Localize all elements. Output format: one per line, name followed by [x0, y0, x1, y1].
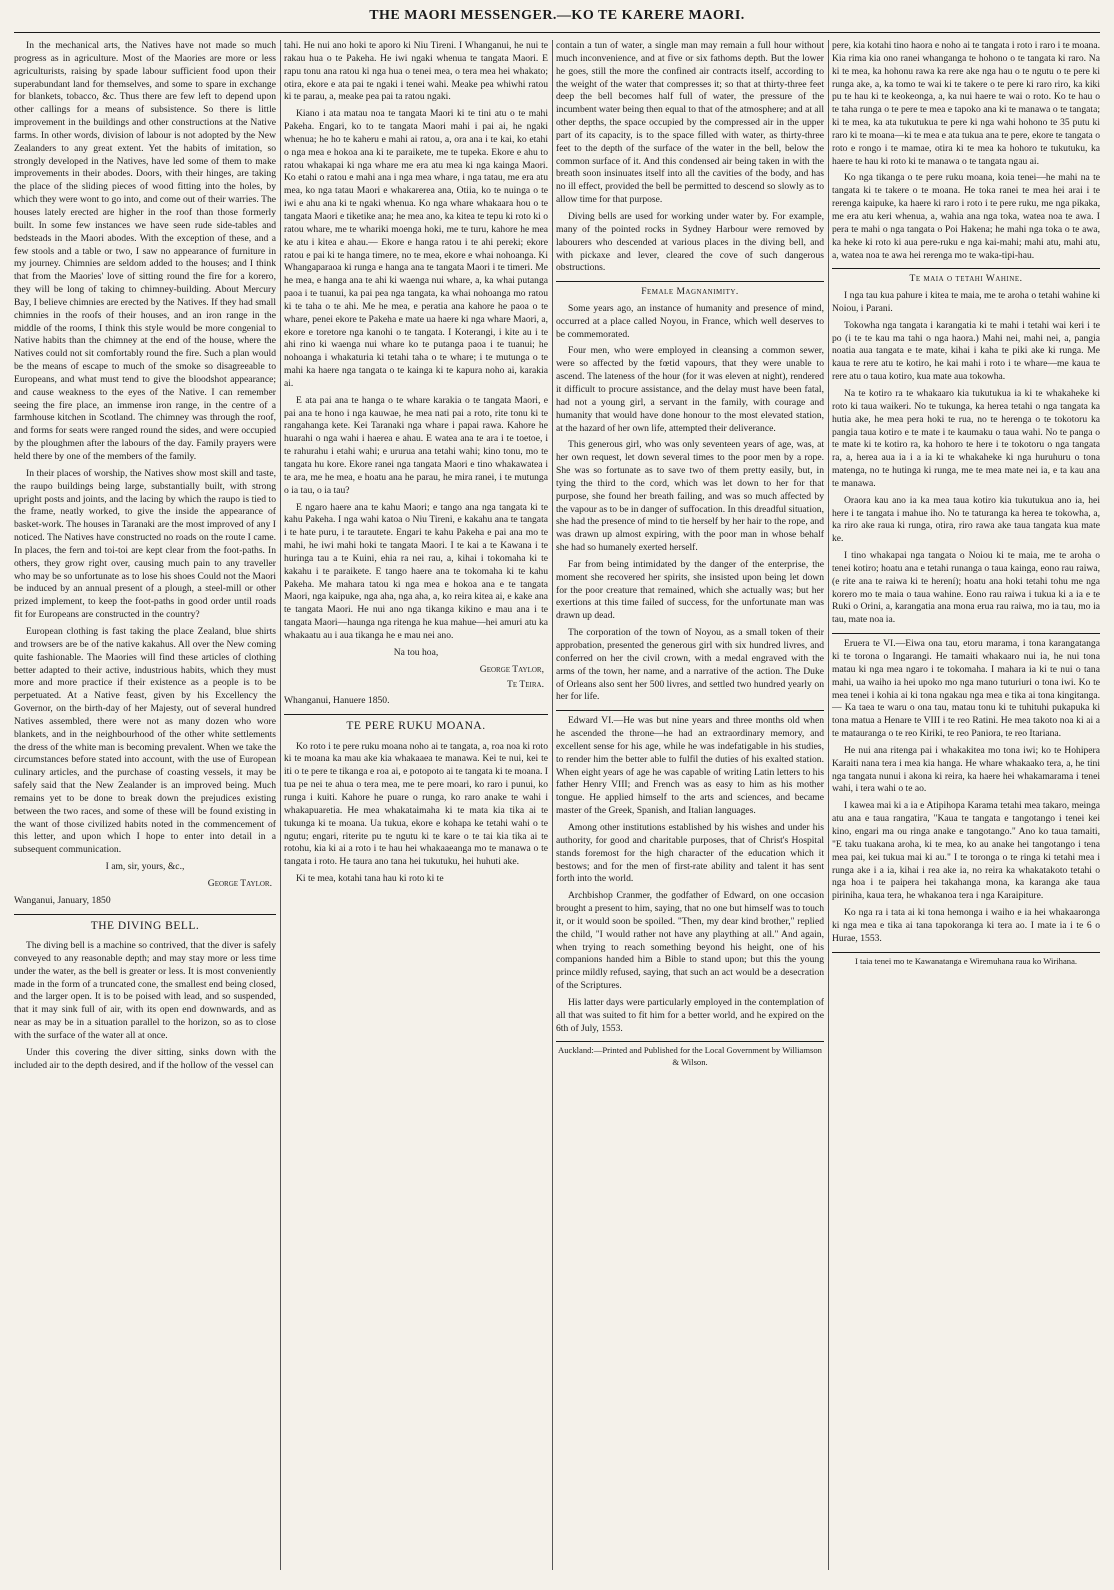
letter-closing: Na tou hoa,	[393, 646, 439, 658]
column-2	[284, 40, 548, 1580]
article-paragraph: tahi. He nui ano hoki te aporo ki Niu Tireni. I Whanganui, he nui te rakau hua o te Pakeha. He iwi ngaki whenua te tangata Maori. E rapu tonu ana ratou ki nga hua o tenei mea, o tera mea hei whakato; otira, ekore e ata pai te ngaki i tenei wahi. Meake pea whiwhi ratou ki te parau, a, meake pea pai ta ratou ngaki.	[284, 40, 548, 103]
article-paragraph: In their places of worship, the Natives show most skill and taste, the raupo buildings being large, substantially built, with strong upright posts and joints, and the lacing by which the raupo is tied to the frame, neatly worked, to give the inside the appearance of basket-work. The houses in Taranaki are the most improved of any I noticed. The Natives have constructed no roads on the route I came. In places, the fern and toi-toi are kept clear from the foot-paths. In others, they grow right over, causing much pain to any traveller who may be so unfortunate as to lose his shoes Could not the Maori be induced by an annual present of a plough, a steel-mill or other prized implement, to keep the foot-paths in good order until roads fit for Europeans are constructed in the country?	[14, 467, 276, 621]
article-paragraph: Ko nga ra i tata ai ki tona hemonga i waiho e ia hei whakaaronga ki nga mea e tika ai tana tapokoranga ki tera ao. I mate ia i te 6 o Hurae, 1553.	[832, 907, 1100, 944]
column-divider	[828, 40, 829, 1570]
article-paragraph: E ngaro haere ana te kahu Maori; e tango ana nga tangata ki te kahu Pakeha. I nga wahi katoa o Niu Tireni, e kakahu ana te tangata i te hate puru, i te tarautete. Engari te kahu Pakeha e pai ana mo te mahi, he iwi mahi hoki te tangata Maori. I te kai a te Kawana i te huringa tau a te Kuini, ehia ra nei rau, a, kihai i tokomaha ki te kakahu i te paraikete. E tango haere ana te tokomaha ki te kahu Pakeha. Me mahara tatou ki nga mea e hokoa ana e te tangata Maori, nga kaipuke, nga aha, nga aha, a, ko reira kitea ai, e kake ana te tangata Maori. He nui ano nga tikanga kikino e mau ana i te tangata Maori—haunga nga ritenga he kua mahue—hei amuri atu ka whakaatu au i aua tikanga he e mau nei ano.	[284, 501, 548, 641]
section-rule	[556, 281, 824, 282]
section-title-te-maia: Te maia o tetahi Wahine.	[909, 274, 1023, 285]
masthead-rule	[14, 32, 1100, 33]
column-1	[14, 40, 276, 1580]
section-rule	[832, 268, 1100, 269]
article-paragraph: The corporation of the town of Noyou, as a small token of their approbation, presented the generous girl with six hundred livres, and conferred on her the civil crown, with a medal engraved with the arms of the town, her name, and a narrative of the action. The Duke of Orleans also sent her 500 livres, and settled two hundred yearly on her for life.	[556, 627, 824, 703]
printer-imprint-maori: I taia tenei mo te Kawanatanga e Wiremuhana raua ko Wirihana.	[832, 952, 1100, 968]
letter-signature: George Taylor.	[207, 878, 272, 889]
section-title-female-magnanimity: Female Magnanimity.	[641, 287, 739, 298]
section-title-pere-ruku: TE PERE RUKU MOANA.	[346, 720, 486, 733]
article-paragraph: Among other institutions established by his wishes and under his authority, for good and charitable purposes, that of Christ's Hospital stands foremost for the high character of the education which it bestows; and for the men of first-rate ability and talent it has sent forth into the world.	[556, 821, 824, 885]
article-paragraph: Eruera te VI.—Eiwa ona tau, etoru marama, i tona karangatanga ki te torona o Ingarangi. He tamaiti whakaaro nui ia, he nui tona matau ki nga mea ngaro i te tokomaha. I mahara ia ki te nui o tana mahi, ua waiho ia hei upoko mo nga mano tuturiuri o tona iwi. Ko te mea tenei i kohia ai ki tona ngakau nga mea e tika ai tona kingitanga.— Ka taea te waru o ona tau, matau tonu ki te tuhituhi pukapuka ki tona matua a Henare te VIII i te reo Ratini. He mea takoto noa ki ai a te matauranga o te reo Kiriki, te reo Paniora, te reo Itariana.	[832, 638, 1100, 740]
masthead: THE MAORI MESSENGER.—KO TE KARERE MAORI.	[369, 8, 745, 23]
article-paragraph: contain a tun of water, a single man may remain a full hour without much inconvenience, and at five or six fathoms depth. But the lower he goes, still the more the confined air contracts itself, according to the weight of the water that compresses it; so that at thirty-three feet deep the bell becomes half full of water, the pressure of the incumbent water being then equal to that of the atmosphere; and at all other depths, the space occupied by the compressed air in the upper part of its capacity, is to the space filled with water, as thirty-three feet to the depth of the surface of the water in the bell, below the common surface of it. And this condensed air being taken in with the breath soon insinuates itself into all the cavities of the body, and has no ill effect, provided the bell be permitted to descend so slowly as to allow time for that purpose.	[556, 40, 824, 206]
section-rule	[556, 710, 824, 711]
article-paragraph: E ata pai ana te hanga o te whare karakia o te tangata Maori, e pai ana te hono i nga kauwae, he mea nati pai a roto, rite tonu ki te rangahanga kete. Kei Taranaki nga whare i papai rawa. Kahore he huarahi o nga wahi i haerea e ahau. E watea ana te ara i te toetoe, i te rahurahu i etahi wahi; e ururua ana tetahi wahi; kino tonu, mo te tangata hu kore. Ekore ranei nga tangata Maori e tino whakawatea i te ara, me he mea, e hoatu ana he parau, he mira ranei, i te mutunga o ia tau, o ia tau?	[284, 394, 548, 496]
article-paragraph: Four men, who were employed in cleansing a common sewer, were so affected by the fœtid vapours, that they were unable to ascend. The lateness of the hour (for it was eleven at night), rendered it difficult to procure assistance, and the delay must have been fatal, had not a young girl, a servant in the family, with courage and humanity that would have done honour to the most elevated station, at the hazard of her own life, attempted their deliverance.	[556, 345, 824, 434]
column-3	[556, 40, 824, 1580]
article-paragraph: Ko nga tikanga o te pere ruku moana, koia tenei—he mahi na te tangata ki te takere o te moana. He toka ranei te mea hei arai i te rerenga kaipuke, ka haere ki raro i roto i te pere ruku, me nga pikaka, me era atu keri whenua, a, wahia ana nga toka, watea noa te awa. I pera te mahi o nga tangata o Poi Hakena; he mahi nga toka o te awa, ka heke ki roto ki aua pere-ruku e nga kai-mahi; mahi atu, mahi atu, a, watea noa te awa hei rerenga mo te waka-tipi-hau.	[832, 172, 1100, 261]
article-paragraph: His latter days were particularly employed in the contemplation of all that was suited to fit him for a better world, and he expired on the 6th of July, 1553.	[556, 996, 824, 1034]
article-paragraph: Diving bells are used for working under water by. For example, many of the pointed rocks in Sydney Harbour were removed by labourers who descended at various places in the diving bell, and with pickaxe and lever, cleared the cove of such dangerous obstructions.	[556, 210, 824, 274]
article-paragraph: I kawea mai ki a ia e Atipihopa Karama tetahi mea takaro, meinga atu ana e taua rangatira, "Kaua te tangata e tangotango i tenei kei kino, engari ma ou ringa anake e tangotango." Ano ko taua tamaiti, "E taku tuakana aroha, ki te mea, ko au anake hei tangotango i tena mea pai, kei tukua mai ki au." I te toronga o te ringa ki tetahi mea i runga ake i a ia, kihai i rea ake ia, no reira ka whakatakoto tetahi o nga hoa i te paipera hei takahanga mona, ka karanga ake taua piriniha, kaua tera, he whakanoa tera i nga Karaipiture.	[832, 800, 1100, 902]
letter-dateline: Wanganui, January, 1850	[14, 894, 111, 906]
printer-imprint: Auckland:—Printed and Published for the Local Government by Williamson & Wilson.	[556, 1041, 824, 1068]
column-divider	[552, 40, 553, 1570]
article-paragraph: I tino whakapai nga tangata o Noiou ki te maia, me te aroha o tenei kotiro; hoatu ana e tetahi runanga o taua kainga, eono rau raiwa, (e rite ana te raiwa ki te herení); hoatu ana hoki tetahi tohu me nga korero mo te maia o taua wahine. Eono rau raiwa i tukua ki a ia e te Ruki o Orini, a, karangatia ana mona erua rau raiwa, mo ia tau, mo ia tau, mate noa ia.	[832, 550, 1100, 626]
article-paragraph: In the mechanical arts, the Natives have not made so much progress as in agriculture. Most of the Maories are more or less agriculturists, raising by spade labour sufficient food upon their superabundant land for themselves, and some to spare in exchange for blankets, tobacco, &c. Thus there are few left to depend upon other callings for a means of subsistence. So there is little improvement in the buildings and other constructions at the Native farms. In other words, division of labour is not adopted by the New Zealanders to any great extent. Yet the habits of imitation, so strongly developed in the Natives, have led some of them to make improvements in their abodes. Doors, with their hinges, are taking the place of the sliding pieces of wood fitting into the holes, by which they were wont to go into, and come out of their warries. The houses lately erected are higher in the roof than those formerly built. In some few instances we have seen rude side-tables and bedsteads in the Maori abodes. With the exception of these, and a few stools and a table or two, I saw no appearance of furniture in my journey. Chimnies are seldom added to the houses; and I think that from the Maories' love of sitting round the fire for a korero, they will be long of taking to chimney-building. About Mercury Bay, I believe chimnies are erected by the Natives. If they had small chimnies in the roofs of their houses, and an iron range in the middle of the rooms, I think this style would be more congenial to Native habits than the chimney at the end of the house, where the Natives could not sit comfortably round the fire. Such a plan would be the means of escape to much of the smoke so disagreeable to Europeans, and what must tend to give the bloodshot appearance; and cause weakness to the eyes of the Native. I can remember seeing the fire place, an immense iron range, in the centre of a farmhouse kitchen in Scotland. The chimney was through the roof, and forms for seats were ranged round the sides, and were occupied by the ploughmen after the labours of the day. Family prayers were held there by one of the members of the family.	[14, 40, 276, 462]
letter-dateline: Whanganui, Hanuere 1850.	[284, 695, 390, 707]
article-paragraph: This generous girl, who was only seventeen years of age, was, at her own request, let down several times to the poor men by a rope. She was so fortunate as to save two of them pretty easily, but, in tying the third to the cord, which was let down to her for that purpose, she found her breath failing, and was so much affected by the vapour as to be in danger of suffocation. In this dreadful situation, she had the presence of mind to tie herself by her hair to the rope, and was drawn up almost expiring, with the poor man in whose behalf she had so humanely exerted herself.	[556, 439, 824, 554]
article-paragraph: Archbishop Cranmer, the godfather of Edward, on one occasion brought a present to him, saying, that no one but himself was to touch it, or it would soon be spoiled. "Then, my dear kind brother," replied the child, "I would rather not have any plaything at all." And again, when trying to reach something beyond his height, one of his companions handed him a Bible to stand upon; but this the young prince mildly refused, saying, that such an act would be a desecration of the Scriptures.	[556, 890, 824, 992]
article-paragraph: The diving bell is a machine so contrived, that the diver is safely conveyed to any reasonable depth; and may stay more or less time under the water, as the bell is greater or less. It is most conveniently made in the form of a truncated cone, the smallest end being closed, and the larger open. It is to be poised with lead, and so suspended, that it may sink full of air, with its open end downwards, and as near as may be in a situation parallel to the horizon, so as to close with the surface of the water all at once.	[14, 940, 276, 1041]
section-rule	[284, 714, 548, 715]
article-paragraph: Edward VI.—He was but nine years and three months old when he ascended the throne—he had an extraordinary memory, and excellent sense for his age, while he was indefatigable in his studies, to render him the better able to fulfil the duties of his exalted station. When eight years of age he was capable of writing Latin letters to his father Henry VIII; and French was as easy to him as his mother tongue. He applied himself to the arts and sciences, and became master of the Greek, Spanish, and Italian languages.	[556, 715, 824, 817]
article-paragraph: Na te kotiro ra te whakaaro kia tukutukua ia ki te whakaheke ki roto ki taua waikeri. No te tukunga, ka herea tetahi o nga tangata ka hutia ake, he mea pera hoki te rua, no te herenga o te tokotoru ka pangia taua kotiro e te mate i te kaumaku o taua wahi. No te panga o te mate ki te kotiro ra, ka hohoro te here i te tokotoru o nga tangata ra, a, herea aua ia i a ia ki te whakaheke ki nga huruhuru o tona matenga, no te hutinga ki runga, me te mea mate nei ia, e ta kau ana te manawa.	[832, 387, 1100, 489]
letter-signature: George Taylor,	[479, 663, 544, 675]
article-paragraph: pere, kia kotahi tino haora e noho ai te tangata i roto i raro i te moana. Kia rima kia ono ranei whanganga te hohono o te tangata ki raro. Na ki te mea, ka hohonu rawa ka rere ake nga hau o te ngutu o te pere ki runga ake, a, ka tomo te wai ki te takere o te pere ki raro riro, ka kiki pu te hau ki te keokeonga, a, ka nui haere te wai o roto. Ko te hau o te taha runga o te pere te mea e tapoko ana ki te manawa o te tangata; ki te mea, ka ata tukutukua te pere ki nga wahi hohono te 35 putu ki raro ki te moana—ki te mea e ata tukua ana te pere, ekore te tangata o roto e rongo i te mamae, otira ki te mea ka hohoro te tukutuku, ka haere te hau ki roto ki te manawa o te tangata ngau ai.	[832, 40, 1100, 167]
article-paragraph: Tokowha nga tangata i karangatia ki te mahi i tetahi wai keri i te po (i te te kau ma tahi o nga haora.) Mahi nei, mahi nei, a, pangia noatia aua tangata e te mate, kihai i kaha te piki ake ki runga. Me kaua te rere atu te kotiro, he kai mahi i roto i te whare—me kaua te rere atu o taua kotiro, kua mate aua tokowha.	[832, 319, 1100, 383]
article-paragraph: He nui ana ritenga pai i whakakitea mo tona iwi; ko te Hohipera Karaiti nana tera i mea kia hanga. He whare whakaako tera, a, he tini nga tangata nunui i akona ki reira, ka haere hei whakamarama i tenei wahi, i tera wahi o te ao.	[832, 744, 1100, 795]
article-paragraph: Under this covering the diver sitting, sinks down with the included air to the depth desired, and if the hollow of the vessel can	[14, 1046, 276, 1071]
column-divider	[280, 40, 281, 1570]
article-paragraph: Some years ago, an instance of humanity and presence of mind, occurred at a place called Noyou, in France, which well deserves to be commemorated.	[556, 302, 824, 340]
article-paragraph: Ko roto i te pere ruku moana noho ai te tangata, a, roa noa ki roto ki te moana ka mau ake kia whakaaea te manawa. Kei te nui, kei te iti o te pere te tikanga e roa ai, e potopoto ai te tangata ki te moana. I tua pe nei te ahua o tera mea, me te pere moari, ko raro i punui, ko runga i kuiti. Kahore he puare o runga, ko raro anake te wahi i whakapuaretia. He mea whakataimaha ki te mata kia tika ai te tukunga ki te moana. Ua tukua, ekore e kohapa ke tetahi wahi o te ngutu; engari, riterite pu te ngutu ki te kare o te tai kia tika ai te rotohu, kia ki ai a roto i te hau hei whakaaeanga mo te manawa o te tangata i roto. He taura ano tana hei tukutuku, hei huhuti ake.	[284, 740, 548, 868]
article-paragraph: Far from being intimidated by the danger of the enterprise, the moment she recovered her spirits, she insisted upon being let down for the poor creature that remained, which she actually was; but her exertions at this time failed of success, for the unfortunate man was drawn up dead.	[556, 558, 824, 622]
letter-signature-maori: Te Teira.	[507, 678, 544, 690]
article-paragraph: I nga tau kua pahure i kitea te maia, me te aroha o tetahi wahine ki Noiou, i Parani.	[832, 290, 1100, 314]
section-rule	[832, 633, 1100, 634]
article-paragraph: Ki te mea, kotahi tana hau ki roto ki te	[296, 873, 444, 885]
article-paragraph: European clothing is fast taking the place Zealand, blue shirts and trowsers are be of the native kakahus. All over the New coming quite fashionable. The Maories will find these articles of clothing better adapted to their active, industrious habits, which they must more and more practice if their existence as a people is to be perpetuated. At a Native feast, given by his Excellency the Governor, on the birth-day of her Majesty, out of several hundred Natives assembled, there were not as many dozen who wore blankets, and in the neighbourhood of the other white settlements the dress of the white man is becoming prevalent. When we take the circumstances before stated into account, with the use of European culinary articles, and the purchase of coasting vessels, it may be safely said that the New Zealander is an improved being. Much remains yet to be done to break down the prejudices existing between the two races, and some of these will be found existing in the want of those civilized habits noted in the commencement of this letter, and upon which I hope to enter into detail in a subsequent communication.	[14, 625, 276, 856]
article-paragraph: Oraora kau ano ia ka mea taua kotiro kia tukutukua ano ia, hei here i te tangata i mahue iho. No te taturanga ka herea te tokowha, a, ka riro ake raua ki runga, otira, riro rawa ake taua tangata kua mate ke.	[832, 494, 1100, 545]
section-rule	[14, 914, 276, 915]
column-4	[832, 40, 1100, 1580]
section-title-diving-bell: THE DIVING BELL.	[90, 919, 200, 932]
article-paragraph: Kiano i ata matau noa te tangata Maori ki te tini atu o te mahi Pakeha. Engari, ko to te tangata Maori mahi i pai ai, he ngaki whenua; he ho te kaheru e mahi ai ratou, a, ora ana i te kai, ko etahi o nga mea e hokoa ana ki te paraikete, me te tupeka. Ekore e ahu to ratou whakapai ki nga whare me era atu mea ki nga kainga Maori. Ko etahi o ratou e mahi ana i nga mea whare, i nga tatau, me era atu mea, ko nga tatau Maori e whakarerea ana, Otiia, ko te nuinga o te iwi e ahu ana ki te ngaki whenua. Ko nga whare whakaara hou o te tangata Maori e tiketike ana; he mea ano, ka kitea te tepu ki roto ki o ratou whare, me te whariki moenga hoki, me te turu, kahore he mea ke atu i kitea e ahau.— Ekore e hanga ratou i te ahi pereki; ekore ratou e pai ki te hanga timere, no te mea, ekore e whai nohoanga. Ki Whangaparaoa ki runga e hanga ana te tangata Maori i te timeri. Me he mea, e hanga ana te ahi ki waenga nui whare, a, ka whai putanga paoa i te tuanui, ka pai pea nga tangata, ka whai nohoanga mo ratou ki te taha o te ahi. Me he mea, e peratia ana kahore he paoa o te whare, penei ekore te Pakeha e mate ua haere ki nga whare Maori, a, ekore e toretore nga kanohi o te tangata. I Koterangi, i kite au i te ahi rino ki waenga nui whare ko te putanga paoa i te tuanui; he nohoanga i whakaturia ki tetahi taha o te whare; i te mutunga o te mahi ka haere nga tangata o te kainga ki te kapura noho ai, karakia ai.	[284, 108, 548, 389]
letter-closing: I am, sir, yours, &c.,	[105, 861, 185, 873]
